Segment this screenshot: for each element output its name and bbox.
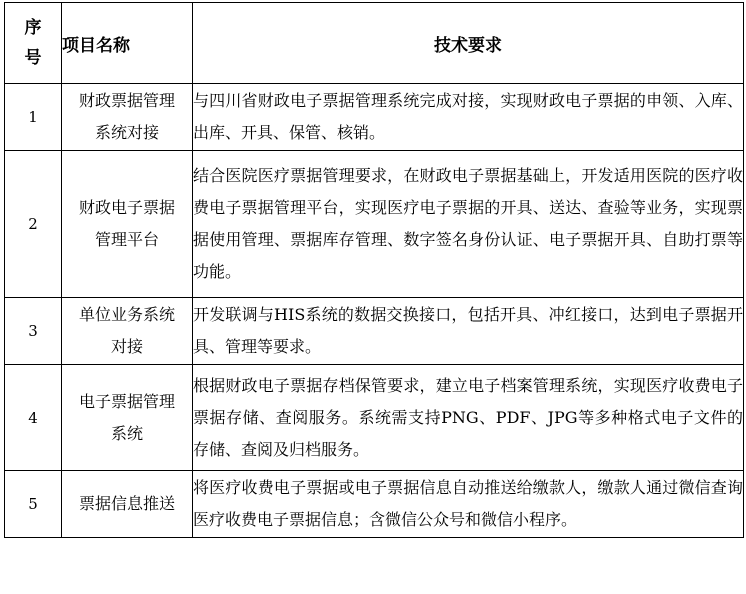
row-requirements: 与四川省财政电子票据管理系统完成对接，实现财政电子票据的申领、入库、出库、开具、保管、核销。 bbox=[193, 84, 744, 151]
row-project-name bbox=[62, 298, 193, 365]
table-row bbox=[5, 298, 744, 365]
row-project-name-line1: 单位业务系统 bbox=[78, 305, 175, 324]
row-project-name-line1: 财政票据管理 bbox=[78, 91, 175, 110]
table-row bbox=[5, 365, 744, 471]
row-project-name-line1: 电子票据管理 bbox=[78, 391, 175, 411]
header-serial-line2: 号 bbox=[24, 48, 42, 68]
header-serial-number bbox=[5, 3, 62, 84]
row-project-name-line2: 对接 bbox=[110, 337, 143, 356]
row-project-name bbox=[62, 365, 193, 471]
row-number: 1 bbox=[5, 84, 62, 151]
row-requirements: 根据财政电子票据存档保管要求，建立电子档案管理系统，实现医疗收费电子票据存储、查阅服务。系统需支持PNG、PDF、JPG等多种格式电子文件的存储、查阅及归档服务。 bbox=[193, 365, 744, 471]
header-project-name: 项目名称 bbox=[62, 3, 193, 84]
row-requirements: 开发联调与HIS系统的数据交换接口，包括开具、冲红接口，达到电子票据开具、管理等要求。 bbox=[193, 298, 744, 365]
header-row bbox=[5, 3, 744, 84]
row-number: 5 bbox=[5, 471, 62, 538]
row-project-name-line2: 管理平台 bbox=[94, 230, 159, 249]
row-number: 3 bbox=[5, 298, 62, 365]
requirements-table bbox=[4, 2, 744, 538]
table-row bbox=[5, 151, 744, 298]
row-requirements: 将医疗收费电子票据或电子票据信息自动推送给缴款人，缴款人通过微信查询医疗收费电子票据信息；含微信公众号和微信小程序。 bbox=[193, 471, 744, 538]
row-project-name bbox=[62, 471, 193, 538]
row-number: 2 bbox=[5, 151, 62, 298]
header-serial-line1: 序 bbox=[24, 18, 42, 38]
row-project-name-line2: 系统对接 bbox=[94, 123, 159, 142]
row-project-name-line2: 系统 bbox=[110, 423, 143, 443]
row-project-name bbox=[62, 84, 193, 151]
row-requirements: 结合医院医疗票据管理要求，在财政电子票据基础上，开发适用医院的医疗收费电子票据管理平台，实现医疗电子票据的开具、送达、查验等业务，实现票据使用管理、票据库存管理、数字签名身份认证、电子票据开具、自助打票等功能。 bbox=[193, 151, 744, 298]
row-project-name-line1: 财政电子票据 bbox=[78, 198, 175, 217]
table-row bbox=[5, 471, 744, 538]
row-project-name-line1: 票据信息推送 bbox=[78, 494, 175, 513]
row-project-name bbox=[62, 151, 193, 298]
table-row bbox=[5, 84, 744, 151]
row-number: 4 bbox=[5, 365, 62, 471]
header-technical-requirements: 技术要求 bbox=[193, 3, 744, 84]
